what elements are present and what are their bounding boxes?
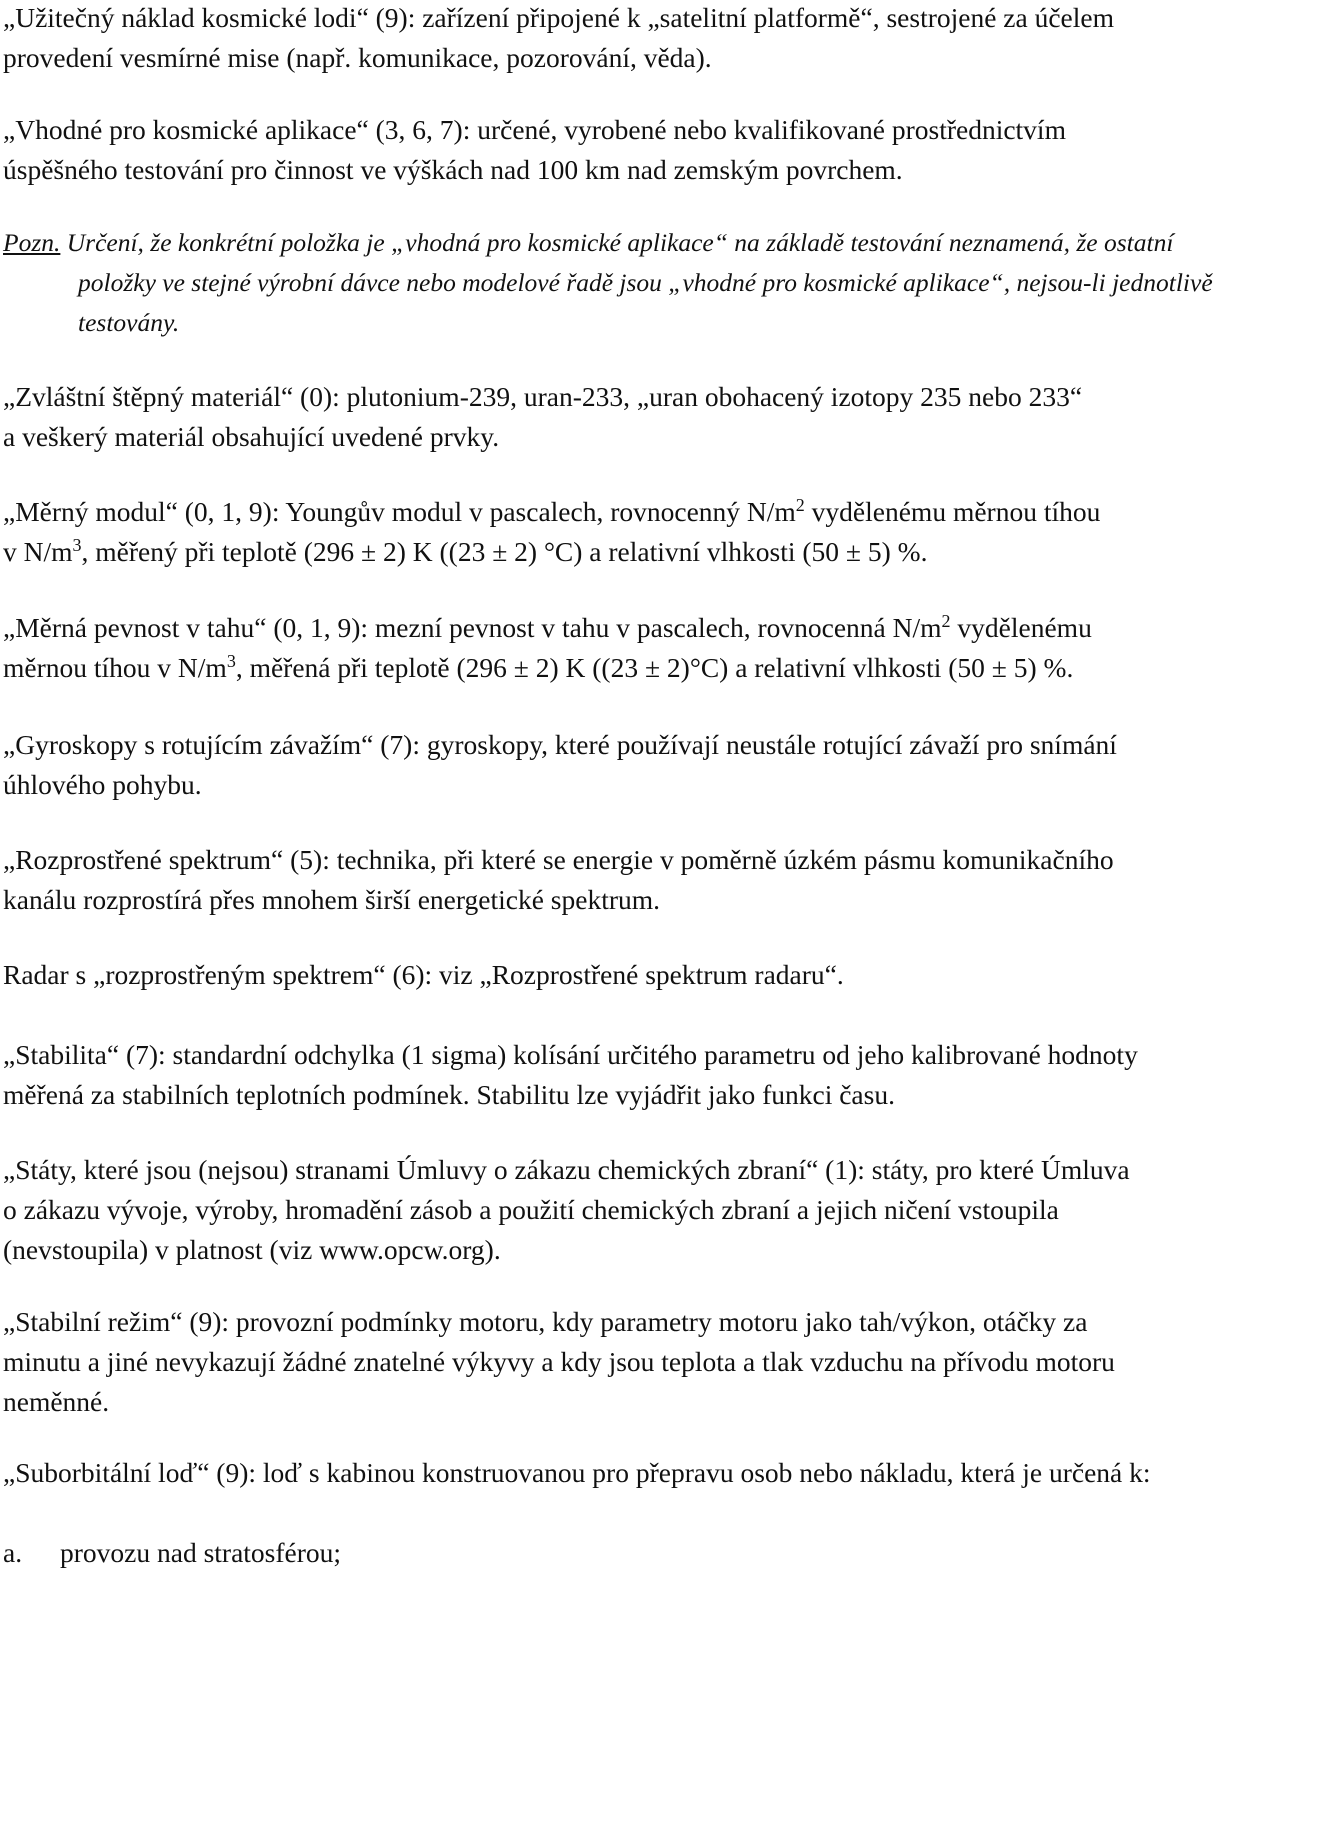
text-run: v N/m: [3, 536, 73, 567]
text-line: neměnné.: [3, 1386, 110, 1417]
note-line: položky ve stejné výrobní dávce nebo modelové řadě jsou „vhodné pro kosmické aplikace“, nejsou-li jednotlivě: [78, 268, 1213, 297]
text-line: „Vhodné pro kosmické aplikace“ (3, 6, 7): určené, vyrobené nebo kvalifikované prostřednictvím: [3, 114, 1066, 145]
text-run: , měřený při teplotě (296 ± 2) K ((23 ± 2) °C) a relativní vlhkosti (50 ± 5) %.: [81, 536, 928, 567]
definition-suborbital-craft: [3, 1453, 1323, 1493]
definition-space-qualified: [3, 110, 1323, 190]
list-marker: a.: [3, 1537, 23, 1568]
definition-steady-state-mode: [3, 1302, 1323, 1422]
text-line: [3, 648, 1323, 688]
text-line: „Užitečný náklad kosmické lodi“ (9): zařízení připojené k „satelitní platformě“, sestrojené za účelem: [3, 2, 1114, 33]
text-line: „Gyroskopy s rotujícím závažím“ (7): gyroskopy, které používají neustále rotující závaží pro snímání: [3, 729, 1117, 760]
text-line: [3, 532, 1323, 572]
superscript: 3: [226, 651, 236, 671]
text-line: Radar s „rozprostřeným spektrem“ (6): viz „Rozprostřené spektrum radaru“.: [3, 959, 844, 990]
note-text: Určení, že konkrétní položka je „vhodná pro kosmické aplikace“ na základě testování neznamená, že ostatní: [66, 228, 1174, 257]
definition-spread-spectrum: [3, 840, 1323, 920]
note-block: [3, 223, 1323, 343]
superscript: 2: [941, 611, 951, 631]
text-line: „Suborbitální loď“ (9): loď s kabinou konstruovanou pro přepravu osob nebo nákladu, která je určená k:: [3, 1457, 1151, 1488]
text-run: vydělenému měrnou tíhou: [804, 496, 1101, 527]
text-line: kanálu rozprostírá přes mnohem širší energetické spektrum.: [3, 884, 661, 915]
text-line: a veškerý materiál obsahující uvedené prvky.: [3, 421, 500, 452]
text-line: (nevstoupila) v platnost (viz www.opcw.org).: [3, 1234, 501, 1265]
text-line: „Státy, které jsou (nejsou) stranami Úmluvy o zákazu chemických zbraní“ (1): státy, pro které Úmluva: [3, 1154, 1130, 1185]
text-line: [3, 492, 1323, 532]
definition-specific-modulus: [3, 492, 1323, 572]
definition-specific-tensile-strength: [3, 608, 1323, 688]
text-line: „Stabilní režim“ (9): provozní podmínky motoru, kdy parametry motoru jako tah/výkon, otáčky za: [3, 1306, 1088, 1337]
text-run: „Měrný modul“ (0, 1, 9): Youngův modul v pascalech, rovnocenný N/m: [3, 496, 796, 527]
text-line: „Rozprostřené spektrum“ (5): technika, při které se energie v poměrně úzkém pásmu komunikačního: [3, 844, 1114, 875]
superscript: 3: [72, 535, 82, 555]
superscript: 2: [795, 495, 805, 515]
text-line: „Stabilita“ (7): standardní odchylka (1 sigma) kolísání určitého parametru od jeho kalibrované hodnoty: [3, 1039, 1138, 1070]
text-line: minutu a jiné nevykazují žádné znatelné výkyvy a kdy jsou teplota a tlak vzduchu na přívodu motoru: [3, 1346, 1115, 1377]
list-item-text: provozu nad stratosférou;: [60, 1537, 342, 1568]
note-label: Pozn.: [3, 228, 61, 257]
definition-special-fissile-material: [3, 377, 1323, 457]
text-line: měřená za stabilních teplotních podmínek. Stabilitu lze vyjádřit jako funkci času.: [3, 1079, 895, 1110]
definition-spacecraft-payload: [3, 0, 1323, 78]
text-line: „Zvláštní štěpný materiál“ (0): plutonium-239, uran-233, „uran obohacený izotopy 235 nebo 233“: [3, 381, 1083, 412]
note-line: [3, 223, 1323, 263]
text-run: měrnou tíhou v N/m: [3, 652, 227, 683]
text-run: „Měrná pevnost v tahu“ (0, 1, 9): mezní pevnost v tahu v pascalech, rovnocenná N/m: [3, 612, 942, 643]
text-run: , měřená při teplotě (296 ± 2) K ((23 ± 2)°C) a relativní vlhkosti (50 ± 5) %.: [235, 652, 1074, 683]
text-line: o zákazu vývoje, výroby, hromadění zásob a použití chemických zbraní a jejich ničení vstoupila: [3, 1194, 1059, 1225]
definition-cwc-states: [3, 1150, 1323, 1270]
definition-spinning-mass-gyros: [3, 725, 1323, 805]
list-item: [3, 1533, 341, 1573]
text-line: [3, 608, 1323, 648]
definition-spread-spectrum-radar: [3, 955, 1323, 995]
text-run: vydělenému: [950, 612, 1092, 643]
note-line: testovány.: [78, 308, 180, 337]
text-line: úhlového pohybu.: [3, 769, 202, 800]
text-line: provedení vesmírné mise (např. komunikace, pozorování, věda).: [3, 42, 712, 73]
definition-stability: [3, 1035, 1323, 1115]
text-line: úspěšného testování pro činnost ve výškách nad 100 km nad zemským povrchem.: [3, 154, 903, 185]
